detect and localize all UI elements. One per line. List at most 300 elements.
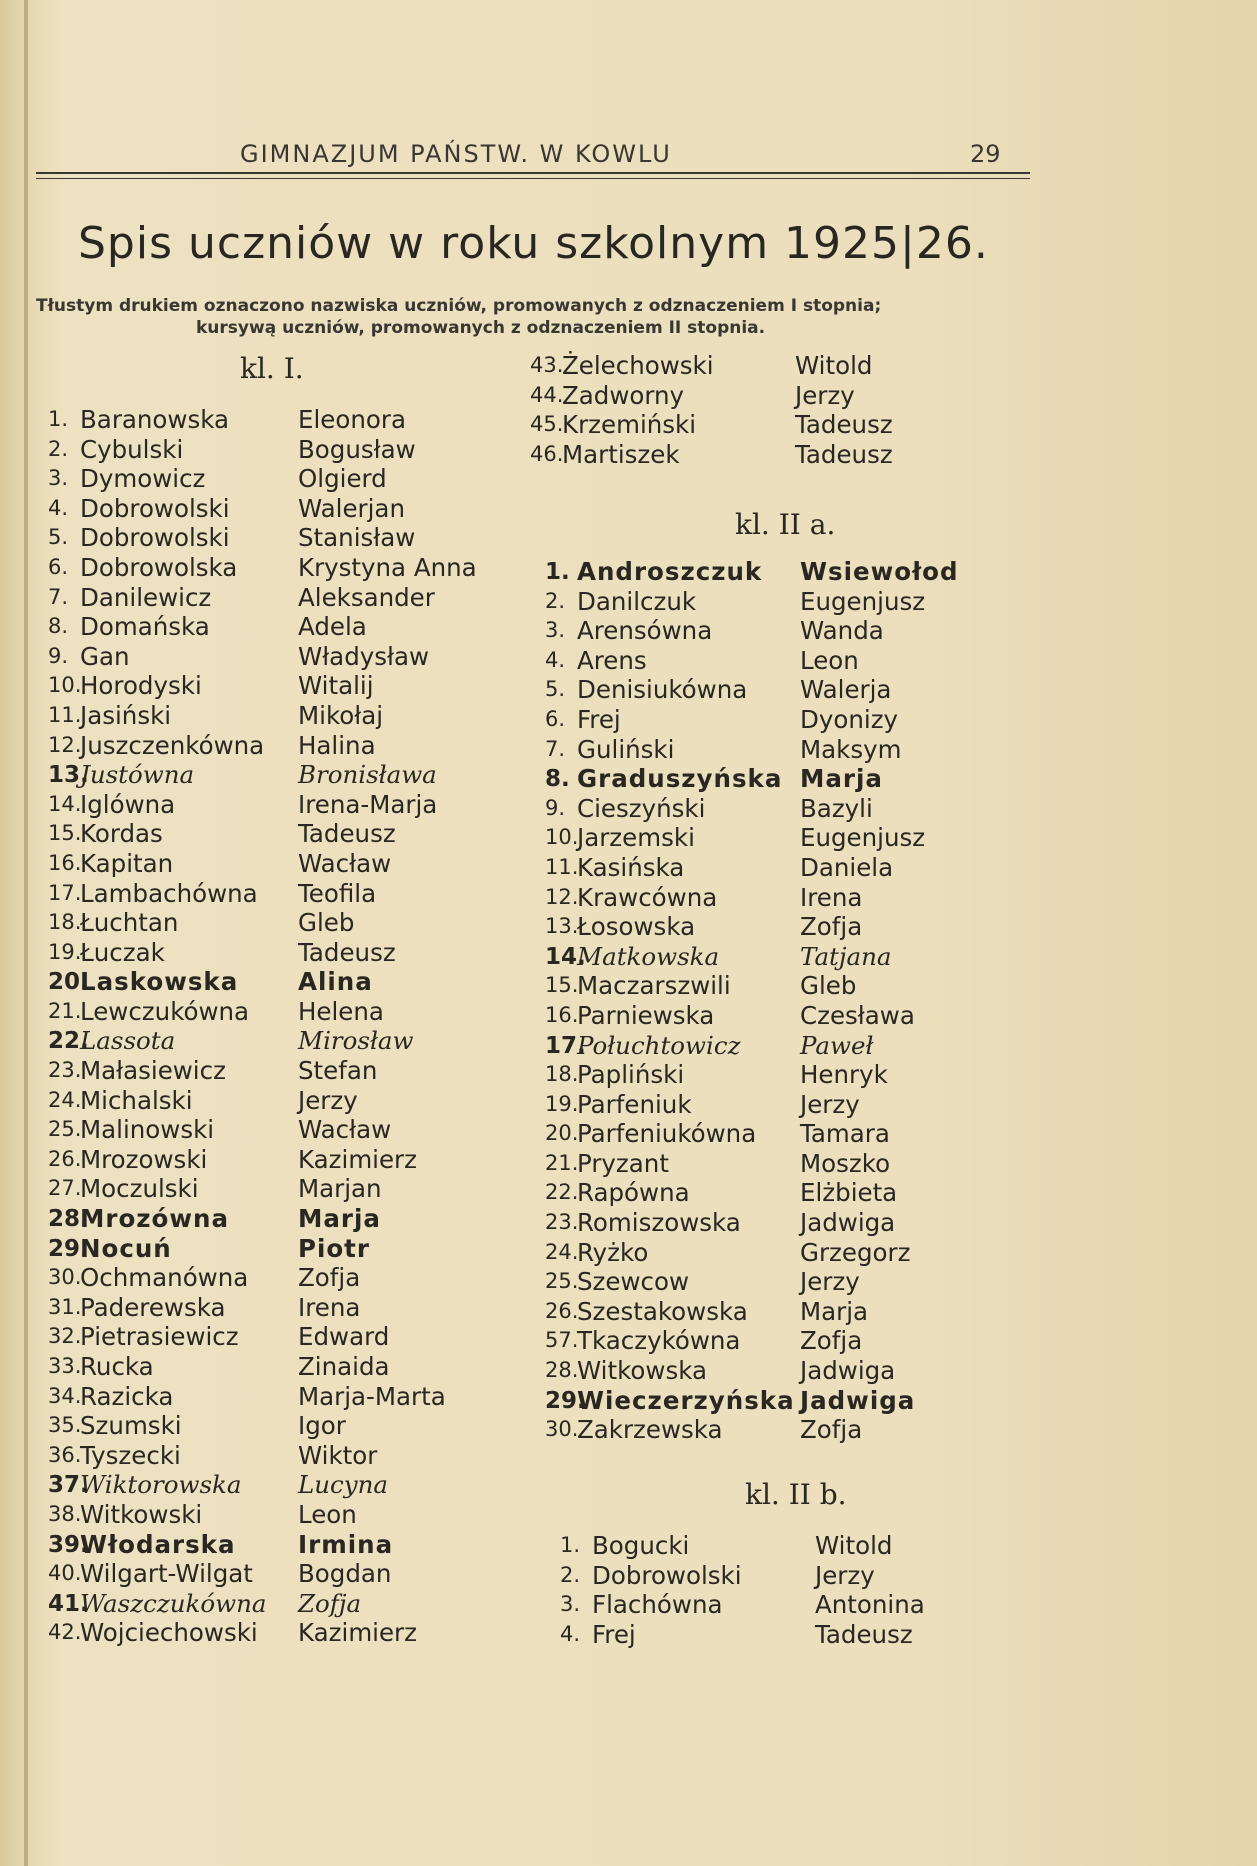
student-surname: Pryzant [577, 1148, 669, 1178]
student-given-name: Alina [298, 967, 373, 997]
student-given-name: Leon [298, 1499, 357, 1529]
student-given-name: Krystyna Anna [298, 552, 477, 582]
list-item [48, 849, 508, 879]
student-given-name: Marja-Marta [298, 1381, 446, 1411]
student-surname: Pietrasiewicz [80, 1322, 239, 1352]
student-number: 23. [48, 1058, 82, 1083]
student-surname: Rapówna [577, 1178, 690, 1208]
student-surname: Matkowska [577, 941, 720, 971]
student-given-name: Lucyna [298, 1470, 388, 1500]
student-surname: Krzemiński [562, 410, 697, 440]
student-surname: Horodyski [80, 671, 202, 701]
list-item [545, 646, 1015, 676]
student-surname: Bogucki [592, 1531, 690, 1560]
student-number: 17. [545, 1032, 586, 1059]
student-number: 8. [48, 614, 69, 639]
legend-note-line-1: Tłustym drukiem oznaczono nazwiska uczniów, promowanych z odznaczeniem I stopnia; [36, 296, 882, 316]
student-surname: Szewcow [577, 1267, 690, 1297]
student-surname: Cybulski [80, 434, 184, 464]
list-item [48, 731, 508, 761]
student-number: 19. [545, 1091, 579, 1116]
list-item [560, 1620, 1000, 1650]
student-surname: Lassota [80, 1026, 176, 1056]
student-surname: Baranowska [80, 405, 229, 434]
student-given-name: Jerzy [800, 1089, 860, 1119]
list-item [48, 1204, 508, 1234]
student-surname: Dobrowolski [80, 523, 230, 553]
student-surname: Nocuń [80, 1233, 172, 1263]
class-1-list-continued [530, 351, 950, 469]
student-number: 22. [545, 1180, 579, 1205]
student-given-name: Bazyli [800, 793, 873, 823]
student-number: 37. [48, 1472, 89, 1499]
student-number: 7. [545, 736, 566, 761]
student-given-name: Tadeusz [795, 410, 893, 440]
student-surname: Rucka [80, 1352, 154, 1381]
list-item [545, 1415, 1015, 1445]
student-given-name: Teofila [298, 878, 377, 908]
list-item [530, 440, 950, 470]
list-item [48, 879, 508, 909]
student-surname: Malinowski [80, 1115, 215, 1145]
list-item [48, 908, 508, 938]
class-2a-title: kl. II a. [735, 508, 836, 541]
list-item [48, 1411, 508, 1441]
student-given-name: Gleb [298, 908, 355, 938]
student-given-name: Daniela [800, 852, 894, 882]
student-given-name: Zofja [298, 1263, 361, 1293]
student-given-name: Irena [298, 1292, 361, 1322]
list-item [48, 1026, 508, 1056]
student-surname: Zadworny [562, 380, 685, 410]
list-item [545, 1060, 1015, 1090]
page-number: 29 [970, 140, 1001, 168]
student-number: 15. [545, 973, 579, 998]
student-surname: Wieczerzyńska [577, 1385, 795, 1415]
student-surname: Papliński [577, 1060, 685, 1090]
student-number: 24. [545, 1239, 579, 1264]
student-given-name: Leon [800, 645, 859, 675]
student-given-name: Antonina [815, 1590, 925, 1620]
list-item [545, 794, 1015, 824]
student-given-name: Zofja [800, 1415, 863, 1445]
student-number: 14. [545, 943, 586, 970]
student-number: 11. [545, 854, 579, 879]
student-given-name: Tadeusz [795, 439, 893, 469]
student-surname: Wojciechowski [80, 1618, 258, 1648]
student-given-name: Eugenjusz [800, 586, 926, 616]
list-item [545, 912, 1015, 942]
student-given-name: Marja [800, 1296, 869, 1326]
student-number: 31. [48, 1294, 82, 1319]
student-surname: Mrozówna [80, 1204, 229, 1234]
list-item [545, 616, 1015, 646]
list-item [545, 557, 1015, 587]
student-surname: Moczulski [80, 1174, 199, 1204]
student-given-name: Kazimierz [298, 1618, 417, 1648]
student-number: 2. [560, 1562, 581, 1587]
student-number: 29. [48, 1235, 89, 1262]
list-item [48, 938, 508, 968]
student-given-name: Jadwiga [800, 1208, 896, 1238]
student-number: 35. [48, 1413, 82, 1438]
list-item [48, 642, 508, 672]
student-surname: Frej [577, 704, 621, 734]
student-given-name: Witalij [298, 671, 374, 701]
student-number: 44. [530, 382, 564, 407]
student-surname: Dobrowolski [592, 1560, 742, 1590]
list-item [48, 612, 508, 642]
student-number: 15. [48, 821, 82, 846]
student-number: 8. [545, 766, 570, 793]
list-item [48, 435, 508, 465]
student-surname: Witkowski [80, 1499, 203, 1529]
student-surname: Danilczuk [577, 586, 697, 616]
student-surname: Jasiński [80, 700, 172, 730]
student-number: 30. [48, 1265, 82, 1290]
student-given-name: Tadeusz [298, 819, 396, 849]
student-surname: Razicka [80, 1381, 174, 1411]
legend-note-line-2: kursywą uczniów, promowanych z odznaczeniem II stopnia. [196, 318, 766, 338]
student-surname: Denisiukówna [577, 675, 748, 705]
student-number: 4. [560, 1621, 581, 1646]
student-surname: Justówna [80, 760, 195, 790]
page-binding-edge [24, 0, 28, 1866]
list-item [545, 1090, 1015, 1120]
student-number: 1. [545, 559, 570, 585]
list-item [48, 1441, 508, 1471]
student-given-name: Jerzy [298, 1085, 358, 1115]
student-number: 33. [48, 1354, 82, 1378]
student-number: 43. [530, 353, 564, 377]
student-number: 16. [48, 850, 82, 875]
student-given-name: Czesława [800, 1000, 915, 1030]
list-item [48, 553, 508, 583]
list-item [48, 1589, 508, 1619]
student-number: 3. [48, 466, 69, 491]
student-surname: Tkaczykówna [577, 1326, 741, 1356]
student-given-name: Marjan [298, 1174, 382, 1204]
student-given-name: Wacław [298, 848, 392, 878]
student-surname: Maczarszwili [577, 971, 731, 1001]
student-given-name: Walerja [800, 675, 892, 705]
student-surname: Frej [592, 1619, 636, 1649]
list-item [545, 883, 1015, 913]
list-item [48, 1530, 508, 1560]
student-given-name: Jadwiga [800, 1385, 916, 1415]
header-rule [36, 172, 1030, 174]
class-1-title: kl. I. [240, 352, 304, 385]
student-number: 20. [48, 969, 89, 996]
student-given-name: Stefan [298, 1056, 378, 1086]
student-number: 10. [545, 825, 579, 850]
student-number: 21. [48, 998, 82, 1023]
student-number: 3. [545, 618, 566, 643]
student-number: 10. [48, 673, 82, 698]
list-item [545, 1149, 1015, 1179]
student-surname: Małasiewicz [80, 1056, 226, 1086]
student-number: 26. [48, 1146, 82, 1171]
student-given-name: Irena-Marja [298, 789, 438, 819]
list-item [48, 997, 508, 1027]
student-given-name: Wsiewołod [800, 557, 959, 586]
student-given-name: Edward [298, 1322, 390, 1352]
list-item [545, 587, 1015, 617]
student-given-name: Zinaida [298, 1352, 390, 1381]
student-number: 40. [48, 1561, 82, 1586]
student-surname: Zakrzewska [577, 1415, 723, 1445]
student-surname: Iglówna [80, 789, 176, 819]
student-number: 20. [545, 1121, 579, 1146]
list-item [48, 967, 508, 997]
student-number: 17. [48, 880, 82, 905]
student-given-name: Mikołaj [298, 700, 384, 730]
student-number: 21. [545, 1150, 579, 1175]
student-given-name: Irmina [298, 1529, 394, 1559]
list-item [545, 971, 1015, 1001]
student-surname: Łuchtan [80, 908, 179, 938]
student-surname: Juszczenkówna [80, 730, 265, 760]
student-number: 18. [48, 910, 82, 935]
list-item [48, 405, 508, 435]
student-surname: Kordas [80, 819, 163, 849]
student-surname: Parfeniukówna [577, 1119, 757, 1149]
student-number: 22. [48, 1028, 89, 1055]
list-item [48, 1322, 508, 1352]
student-given-name: Wanda [800, 616, 884, 646]
student-number: 28. [48, 1206, 89, 1233]
student-given-name: Aleksander [298, 582, 435, 612]
student-number: 1. [560, 1533, 581, 1557]
student-surname: Wiktorowska [80, 1470, 242, 1500]
student-number: 42. [48, 1620, 82, 1645]
student-surname: Graduszyńska [577, 764, 783, 794]
list-item [545, 735, 1015, 765]
list-item [545, 823, 1015, 853]
class-2b-title: kl. II b. [745, 1478, 847, 1511]
student-surname: Ryżko [577, 1237, 649, 1267]
student-given-name: Irena [800, 882, 863, 912]
student-surname: Arens [577, 645, 647, 675]
list-item [48, 819, 508, 849]
class-1-list [48, 405, 508, 1648]
student-surname: Łuczak [80, 937, 165, 967]
student-number: 27. [48, 1176, 82, 1201]
student-number: 24. [48, 1087, 82, 1112]
list-item [48, 1382, 508, 1412]
list-item [545, 1326, 1015, 1356]
student-number: 19. [48, 939, 82, 964]
student-surname: Kasińska [577, 852, 685, 882]
list-item [48, 1500, 508, 1530]
student-surname: Parniewska [577, 1000, 715, 1030]
student-given-name: Halina [298, 730, 376, 760]
student-number: 13. [545, 914, 579, 939]
student-surname: Lambachówna [80, 878, 258, 908]
student-number: 9. [545, 795, 566, 820]
student-number: 36. [48, 1442, 82, 1467]
student-surname: Lewczukówna [80, 996, 250, 1026]
student-given-name: Adela [298, 612, 367, 642]
student-number: 46. [530, 441, 564, 466]
student-surname: Domańska [80, 612, 210, 642]
student-number: 12. [545, 884, 579, 909]
student-surname: Guliński [577, 734, 675, 764]
student-given-name: Moszko [800, 1148, 891, 1178]
student-number: 4. [545, 647, 566, 672]
list-item [48, 701, 508, 731]
student-given-name: Witold [795, 351, 873, 380]
student-given-name: Witold [815, 1531, 893, 1560]
student-given-name: Eleonora [298, 405, 406, 434]
list-item [545, 1119, 1015, 1149]
student-number: 25. [48, 1117, 82, 1142]
student-number: 32. [48, 1324, 82, 1349]
student-surname: Danilewicz [80, 582, 212, 612]
student-surname: Łosowska [577, 912, 696, 942]
list-item [48, 464, 508, 494]
student-number: 45. [530, 412, 564, 437]
student-given-name: Paweł [800, 1030, 874, 1060]
student-number: 30. [545, 1417, 579, 1442]
student-surname: Paderewska [80, 1292, 226, 1322]
student-given-name: Eugenjusz [800, 823, 926, 853]
student-surname: Androszczuk [577, 557, 763, 586]
student-surname: Laskowska [80, 967, 239, 997]
student-surname: Waszczukówna [80, 1588, 267, 1618]
student-number: 25. [545, 1269, 579, 1294]
student-given-name: Tadeusz [815, 1619, 913, 1649]
student-surname: Arensówna [577, 616, 713, 646]
student-given-name: Marja [800, 764, 883, 794]
list-item [48, 1559, 508, 1589]
list-item [545, 1386, 1015, 1416]
list-item [48, 1234, 508, 1264]
list-item [545, 1031, 1015, 1061]
student-number: 4. [48, 495, 69, 520]
student-given-name: Marja [298, 1204, 381, 1234]
student-given-name: Mirosław [298, 1026, 414, 1056]
student-number: 16. [545, 1002, 579, 1027]
student-number: 5. [545, 677, 566, 702]
list-item [530, 381, 950, 411]
student-number: 12. [48, 732, 82, 757]
student-given-name: Stanisław [298, 523, 416, 553]
student-surname: Szestakowska [577, 1296, 748, 1326]
list-item [48, 583, 508, 613]
student-surname: Martiszek [562, 439, 680, 469]
student-surname: Witkowska [577, 1356, 707, 1386]
list-item [48, 1293, 508, 1323]
list-item [560, 1590, 1000, 1620]
student-number: 9. [48, 643, 69, 668]
student-surname: Ochmanówna [80, 1263, 249, 1293]
student-surname: Tyszecki [80, 1440, 181, 1470]
student-number: 6. [48, 554, 69, 579]
list-item [545, 1238, 1015, 1268]
list-item [48, 1470, 508, 1500]
list-item [48, 671, 508, 701]
student-given-name: Jadwiga [800, 1356, 896, 1386]
student-given-name: Gleb [800, 971, 857, 1001]
list-item [545, 853, 1015, 883]
list-item [545, 1208, 1015, 1238]
student-number: 1. [48, 407, 69, 431]
list-item [545, 764, 1015, 794]
student-given-name: Helena [298, 996, 384, 1026]
student-number: 39. [48, 1531, 89, 1558]
student-given-name: Kazimierz [298, 1144, 417, 1174]
student-surname: Michalski [80, 1085, 193, 1115]
list-item [48, 1174, 508, 1204]
student-number: 7. [48, 584, 69, 609]
student-number: 34. [48, 1383, 82, 1408]
student-given-name: Wacław [298, 1115, 392, 1145]
list-item [545, 1178, 1015, 1208]
student-given-name: Olgierd [298, 464, 387, 494]
student-surname: Dobrowolska [80, 552, 238, 582]
student-surname: Żelechowski [562, 351, 714, 380]
list-item [545, 1297, 1015, 1327]
student-surname: Gan [80, 641, 130, 671]
student-number: 41. [48, 1590, 89, 1617]
student-surname: Jarzemski [577, 823, 695, 853]
student-number: 2. [48, 436, 69, 461]
student-given-name: Bogusław [298, 434, 416, 464]
student-number: 23. [545, 1210, 579, 1235]
student-given-name: Elżbieta [800, 1178, 898, 1208]
list-item [560, 1531, 1000, 1561]
student-given-name: Tadeusz [298, 937, 396, 967]
student-surname: Dymowicz [80, 464, 206, 494]
student-number: 3. [560, 1592, 581, 1617]
student-number: 18. [545, 1062, 579, 1087]
list-item [48, 1086, 508, 1116]
student-given-name: Władysław [298, 641, 430, 671]
list-item [545, 705, 1015, 735]
student-given-name: Dyonizy [800, 704, 899, 734]
list-item [48, 1056, 508, 1086]
student-given-name: Jerzy [795, 380, 855, 410]
list-item [545, 1356, 1015, 1386]
class-2b-list [560, 1531, 1000, 1649]
student-surname: Cieszyński [577, 793, 706, 823]
list-item [530, 410, 950, 440]
list-item [545, 675, 1015, 705]
student-number: 2. [545, 588, 566, 613]
student-number: 14. [48, 791, 82, 816]
student-surname: Flachówna [592, 1590, 723, 1620]
student-number: 11. [48, 702, 82, 727]
student-given-name: Maksym [800, 734, 902, 764]
list-item [48, 1352, 508, 1382]
student-given-name: Zofja [800, 1326, 863, 1356]
student-given-name: Tatjana [800, 941, 892, 971]
student-surname: Połuchtowicz [577, 1030, 741, 1060]
student-surname: Wilgart-Wilgat [80, 1559, 253, 1589]
student-surname: Włodarska [80, 1529, 236, 1559]
list-item [48, 1115, 508, 1145]
student-number: 5. [48, 525, 69, 550]
student-given-name: Jerzy [800, 1267, 860, 1297]
list-item [530, 351, 950, 381]
student-number: 13. [48, 762, 89, 789]
page-title: Spis uczniów w roku szkolnym 1925|26. [78, 218, 989, 269]
student-given-name: Tamara [800, 1119, 890, 1149]
student-given-name: Jerzy [815, 1560, 875, 1590]
list-item [48, 1618, 508, 1648]
student-given-name: Bronisława [298, 760, 437, 790]
